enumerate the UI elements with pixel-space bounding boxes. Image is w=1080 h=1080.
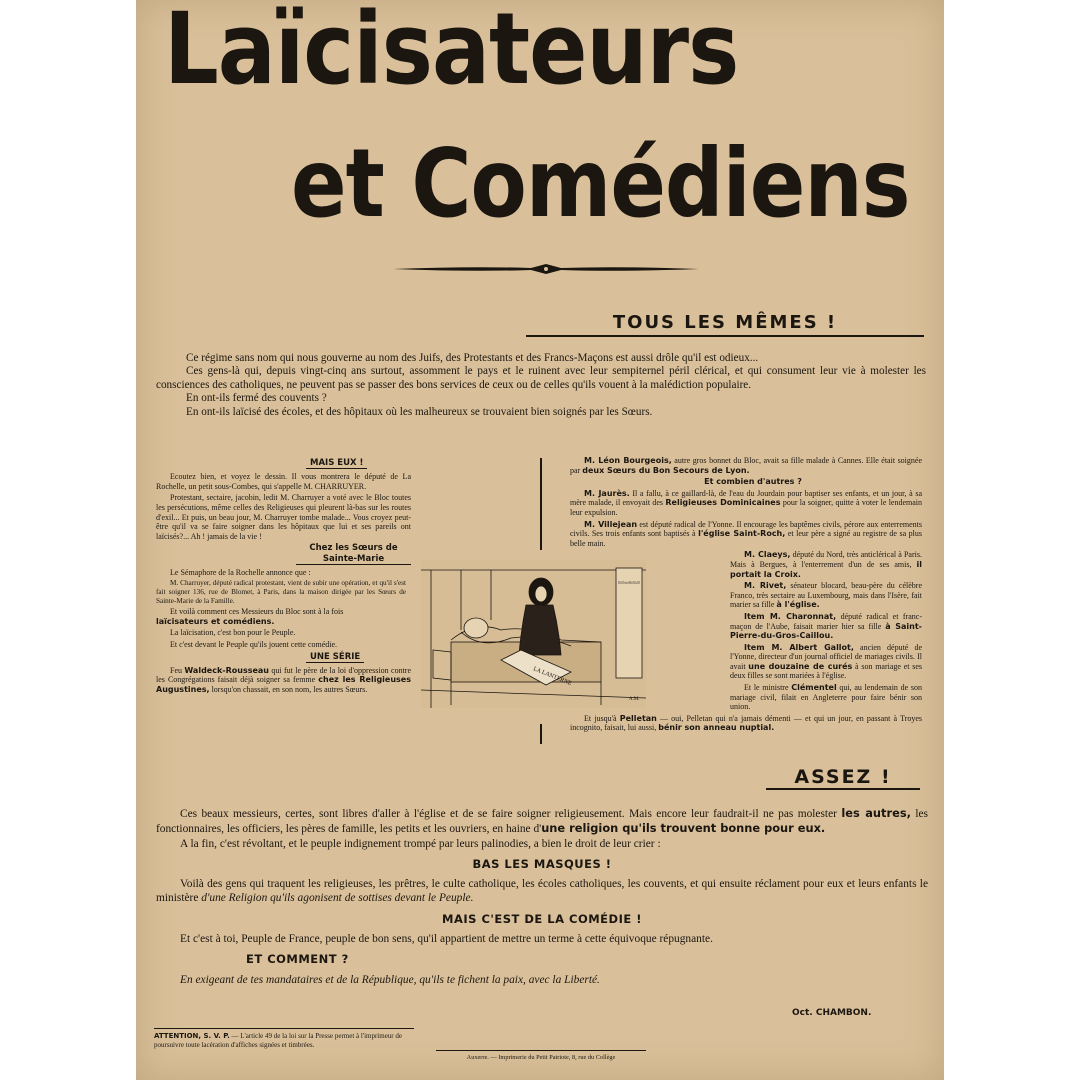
para-gallot: Item M. Albert Gallot, ancien député de l'Yonne, directeur d'un journal officiel de mariages civils. Il avait une douzaine de curés à son mariage et ses deux filles se sont mariées à l'église. xyxy=(730,642,923,681)
para-pelletan: Et jusqu'à Pelletan — oui, Pelletan qui n'a jamais démenti — et qui un jour, en passant à Troyes incognito, faisait, lui aussi, bénir son anneau nuptial. xyxy=(570,713,923,733)
para-protestant: Protestant, sectaire, jacobin, ledit M. Charruyer a voté avec le Bloc toutes les persécutions, même celles des Religieuses qui pleurent là-bas sur les routes d'exil... Et puis, un beau jour, M. Charruyer tombe malade... Vous croyez peut-être qu'il va se faire soigner dans les hôpitaux que lui et ses pareils ont laïcisés?... Ah ! jamais de la vie ! xyxy=(156,493,411,541)
column-divider xyxy=(540,458,542,550)
para-devant: Et c'est devant le Peuple qu'ils jouent cette comédie. xyxy=(170,640,338,650)
heading-assez: ASSEZ ! xyxy=(766,766,920,790)
illustration-wall-sign: MAISON de SANTÉ des Sœurs de SteMARIE de la FAMILLE rue BLOMET xyxy=(618,580,641,585)
heading-mais-comedie: MAIS C'EST DE LA COMÉDIE ! xyxy=(442,911,642,926)
para-waldeck: Feu Waldeck-Rousseau qui fut le père de la loi d'oppression contre les Congrégations faisait déjà soigner sa femme chez les Religieuses Augustines, lorsqu'on chassait, en son nom, les autres Sœurs. xyxy=(156,665,412,694)
intro-line-2: Ces gens-là qui, depuis vingt-cinq ans surtout, assomment le pays et le ruinent avec leur sempiternel péril clérical, et qui consument leur vie à molester les consciences des catholiques, ne peuvent pas se passer des bons services de ceux ou de celles qu'ils vouent à la malédiction populaire. xyxy=(156,365,926,391)
right-column xyxy=(570,456,922,735)
footer-printer: Auxerre. — Imprimerie du Petit Patriote, 8, rue du Collège xyxy=(436,1050,646,1061)
column-divider-lower xyxy=(540,724,542,744)
para-rivet: M. Rivet, sénateur blocard, beau-père du célèbre Franco, très sectaire au Luxembourg, mais dans l'Isère, fait marier sa fille à l'église. xyxy=(730,581,922,610)
closing-p1: Ces beaux messieurs, certes, sont libres d'aller à l'église et de se faire soigner religieusement. Mais encore leur faudrait-il ne pas molester les autres, les fonctionnaires, les officiers, les pères de famille, les petits et les ouvriers, en haine d'une religion qu'ils trouvent bonne pour eux. xyxy=(156,806,928,836)
para-voila: Et voilà comment ces Messieurs du Bloc sont à la fois laïcisateurs et comédiens. xyxy=(156,607,344,626)
heading-une-serie: UNE SÉRIE xyxy=(306,652,364,663)
closing-p4: Et c'est à toi, Peuple de France, peuple de bon sens, qu'il appartient de mettre un terme à cette équivoque répugnante. xyxy=(180,933,713,945)
heading-soeurs-sainte-marie: Chez les Sœurs de Sainte-Marie xyxy=(296,543,411,564)
para-clementel: Et le ministre Clémentel qui, au lendemain de son mariage civil, filait en Angleterre pour faire bénir son union. xyxy=(730,683,922,712)
para-charonnat: Item M. Charonnat, député radical et franc-maçon de l'Aube, faisait marier hier sa fille à Saint-Pierre-du-Gros-Caillou. xyxy=(730,611,923,641)
closing-p2: A la fin, c'est révoltant, et le peuple indignement trompé par leurs palinodies, a bien le droit de leur crier : xyxy=(180,837,661,850)
title-line-1: Laïcisateurs xyxy=(164,0,739,107)
heading-bas-les-masques: BAS LES MASQUES ! xyxy=(472,856,612,871)
para-jaures: M. Jaurès. Il a fallu, à ce gaillard-là, de l'eau du Jourdain pour baptiser ses enfants, et un jour, à sa mère malade, il envoyait des Religieuses Dominicaines pour la soigner, quitte à voter le lendemain leur expulsion. xyxy=(570,488,923,517)
left-column xyxy=(156,456,411,697)
para-villejean: M. Villejean est député radical de l'Yonne. Il encourage les baptêmes civils, pérore aux enterrements civils. Ses trois enfants sont baptisés à l'église Saint-Roch, et leur père a signé au registre de sa plus belle main. xyxy=(570,519,923,548)
author-signature: Oct. CHAMBON. xyxy=(792,1008,872,1018)
heading-tous-les-memes: TOUS LES MÊMES ! xyxy=(526,312,924,337)
closing-p5: En exigeant de tes mandataires et de la République, qu'ils te fichent la paix, avec la Liberté. xyxy=(180,973,600,986)
footer-legal-notice: ATTENTION, S. V. P. — L'article 49 de la loi sur la Presse permet à l'imprimeur de poursuivre toute lacération d'affiches signées et timbrées. xyxy=(154,1028,414,1050)
ornament-divider-icon xyxy=(391,262,701,276)
para-laicisation: La laïcisation, c'est bon pour le Peuple. xyxy=(170,628,296,638)
intro-paragraphs xyxy=(156,352,926,419)
intro-line-1: Ce régime sans nom qui nous gouverne au nom des Juifs, des Protestants et des Francs-Maçons est aussi drôle qu'il est odieux... xyxy=(186,352,759,364)
intro-line-3: En ont-ils fermé des couvents ? xyxy=(186,392,327,405)
closing-paragraphs xyxy=(156,806,928,987)
poster xyxy=(136,0,944,1080)
heading-et-comment: ET COMMENT ? xyxy=(246,952,349,967)
para-ecoutez: Ecoutez bien, et voyez le dessin. Il vous montrera le député de La Rochelle, un petit sous-Combes, qui s'appelle M. CHARRUYER. xyxy=(156,472,411,491)
title-line-2: et Comédiens xyxy=(291,129,910,240)
intro-line-4: En ont-ils laïcisé des écoles, et des hôpitaux où les malheureux se trouvaient bien soignés par les Sœurs. xyxy=(186,405,653,418)
heading-mais-eux: MAIS EUX ! xyxy=(306,458,367,469)
para-claeys: M. Claeys, député du Nord, très anticlérical à Paris. Mais à Bergues, à l'enterrement d'un de ses amis, il portait la Croix. xyxy=(730,550,923,579)
closing-p3: Voilà des gens qui traquent les religieuses, les prêtres, le culte catholique, les écoles catholiques, les couvents, et qui ensuite réclament pour eux et leurs enfants le ministère d'une Religion qu'ils agonisent de sottises devant le Peuple. xyxy=(156,878,928,905)
para-quote: M. Charruyer, député radical protestant, vient de subir une opération, et qu'il s'est fait soigner 136, rue de Blomet, à Paris, dans la maison dirigée par les Sœurs de Sainte-Marie de la Famille. xyxy=(156,579,406,605)
para-bourgeois: M. Léon Bourgeois, autre gros bonnet du Bloc, avait sa fille malade à Cannes. Elle était soignée par deux Sœurs du Bon Secours de Lyon. xyxy=(570,456,922,475)
illustration-signature: A.M. xyxy=(629,697,640,702)
illustration-newspaper: LA LANTERNE xyxy=(532,666,573,688)
para-combien: Et combien d'autres ? xyxy=(704,477,802,487)
para-semaphore: Le Sémaphore de la Rochelle annonce que : xyxy=(170,567,311,577)
